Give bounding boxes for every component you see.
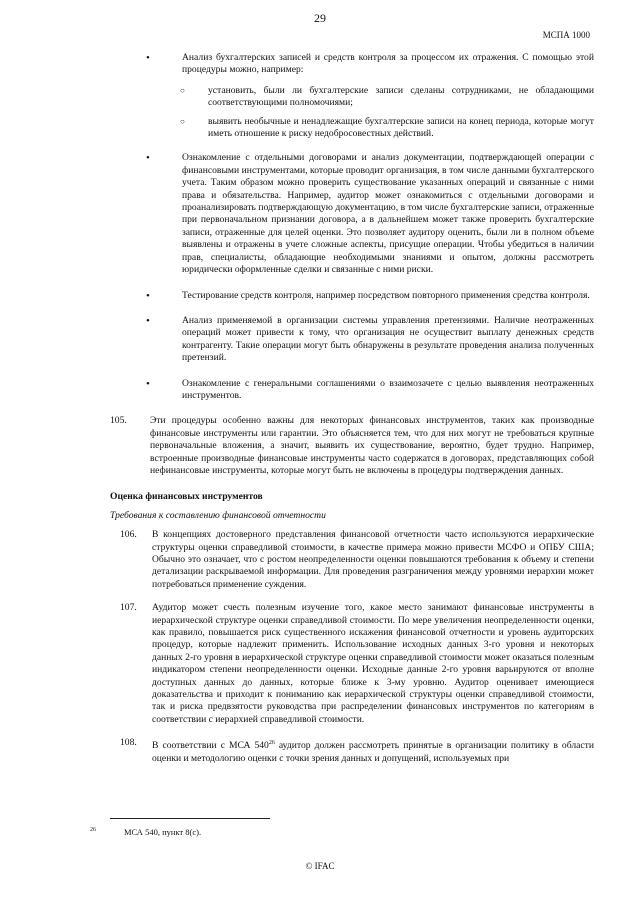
paragraph-text-start: В соответствии с МСА 540 (152, 740, 269, 752)
sub-bullet-text: выявить необычные и ненадлежащие бухгалтерские записи на конец периода, которые могут иметь отношение к риску недобросовестных действий. (208, 115, 594, 140)
paragraph-number: 107. (120, 602, 137, 614)
copyright-footer: © IFAC (305, 861, 335, 871)
bullet-text: Ознакомление с отдельными договорами и анализ документации, подтверждающей операции с финансовыми инструментами, которые проводит организация, в том числе данными бухгалтерского учета. Таким образом можно проверить существование указанных операций и связанные с ними права и обязательства. Например, аудитор может ознакомиться с отдельными договорами и проанализировать подтверждающую документацию, в том числе бухгалтерские записи, отраженные при первоначальном признании договора, а в дальнейшем может также проверить бухгалтерские записи, отраженные для целей оценки. Это позволяет аудитору оценить, были ли в полном объеме выявлены и отражены в учете сложные аспекты, присущие операции. Чтобы убедиться в наличии прав, специалисты, обладающие необходимыми знаниями и опытом, должны рассмотреть юридически оформленные сделки и связанные с ними риски. (182, 152, 594, 276)
section-subheading: Требования к составлению финансовой отчетности (110, 509, 326, 521)
bullet-icon: • (146, 314, 150, 327)
bullet-icon: • (146, 52, 150, 64)
page-number: 29 (314, 11, 326, 25)
sub-bullet-item (110, 85, 594, 110)
circle-bullet-icon: ○ (180, 116, 185, 126)
bullet-icon: • (146, 377, 150, 390)
footnote-reference[interactable]: 26 (268, 740, 275, 747)
sub-bullet-item (110, 116, 594, 141)
bullet-text: Анализ применяемой в организации системы управления претензиями. Наличие неотраженных операций может привести к тому, что организация не осуществит выплату денежных средств контрагенту. Такие операции могут быть обнаружены в результате проведения анализа полученных претензий. (182, 314, 594, 364)
paragraph-text: Аудитор может счесть полезным изучение того, какое место занимают финансовые инструменты в иерархической структуре оценки справедливой стоимости. По мере увеличения неопределенности оценки, как правило, повышается риск существенного искажения финансовой отчетности и уровень аудиторских процедур, которые надлежит применить. Использование исходных данных 3-го уровня и некоторых данных 2-го уровня в иерархической структуре оценки справедливой стоимости может оказаться полезным индикатором степени неопределенности оценки. Исходные данные 2-го уровня варьируются от вполне доступных данных до данных, которые ближе к 3-му уровню. Аудитор оценивает имеющиеся доказательства и приходит к пониманию как иерархической структуры оценки справедливой стоимости, так и риска предвзятости руководства при распределении финансовых инструментов по категориям в соответствии с иерархией справедливой стоимости. (152, 602, 594, 725)
bullet-icon: • (146, 289, 150, 302)
paragraph-number: 105. (110, 415, 127, 427)
bullet-item (110, 315, 594, 365)
paragraph-106 (110, 529, 594, 591)
bullet-item (110, 378, 594, 403)
bullet-item (110, 52, 594, 77)
paragraph-text: Эти процедуры особенно важны для некоторых финансовых инструментов, таких как производные финансовые инструменты или гарантии. Это объясняется тем, что для них могут не требоваться крупные первоначальные вложения, а значит, выявить их существование, вероятно, будет трудно. Например, встроенные производные финансовые инструменты часто содержатся в договорах, представляющих собой нефинансовые инструменты, которые могут быть не включены в процедуры подтверждения данных. (150, 415, 594, 476)
section-heading: Оценка финансовых инструментов (110, 491, 263, 503)
sub-bullet-text: установить, были ли бухгалтерские записи сделаны сотрудниками, не обладающими соответствующими полномочиями; (208, 84, 594, 109)
bullet-icon: • (146, 152, 150, 165)
paragraph-text-end: аудитор должен рассмотреть принятые в организации политику в области оценки и методологию оценки с точки зрения данных и допущений, используемых при (152, 740, 594, 764)
paragraph-text (152, 737, 594, 765)
paragraph-108 (110, 737, 594, 765)
footnote-number: 26 (90, 827, 96, 833)
paragraph-number: 108. (120, 737, 137, 749)
footnote-divider (110, 818, 270, 819)
footnote (90, 826, 202, 838)
bullet-text: Тестирование средств контроля, например посредством повторного применения средства контроля. (182, 289, 590, 301)
paragraph-text: В концепциях достоверного представления финансовой отчетности часто используются иерархические структуры оценки справедливой стоимости, в качестве примера можно привести МСФО и ОПБУ США; Обычно это означает, что с ростом неопределенности оценки повышаются требования к объему и степени детализации раскрываемой информации. Для проведения разграничения между уровнями иерархии может потребоваться применение суждения. (152, 529, 594, 590)
document-code: МСПА 1000 (542, 30, 590, 40)
circle-bullet-icon: ○ (180, 85, 185, 95)
footnote-text: МСА 540, пункт 8(c). (124, 827, 202, 837)
bullet-item (110, 290, 594, 302)
paragraph-107 (110, 602, 594, 726)
paragraph-105 (110, 415, 594, 477)
bullet-text: Анализ бухгалтерских записей и средств контроля за процессом их отражения. С помощью этой процедуры можно, например: (182, 52, 594, 76)
paragraph-number: 106. (120, 529, 137, 541)
bullet-item (110, 152, 594, 276)
page-body (110, 52, 594, 776)
bullet-text: Ознакомление с генеральными соглашениями о взаимозачете с целью выявления неотраженных инструментов. (182, 377, 594, 401)
